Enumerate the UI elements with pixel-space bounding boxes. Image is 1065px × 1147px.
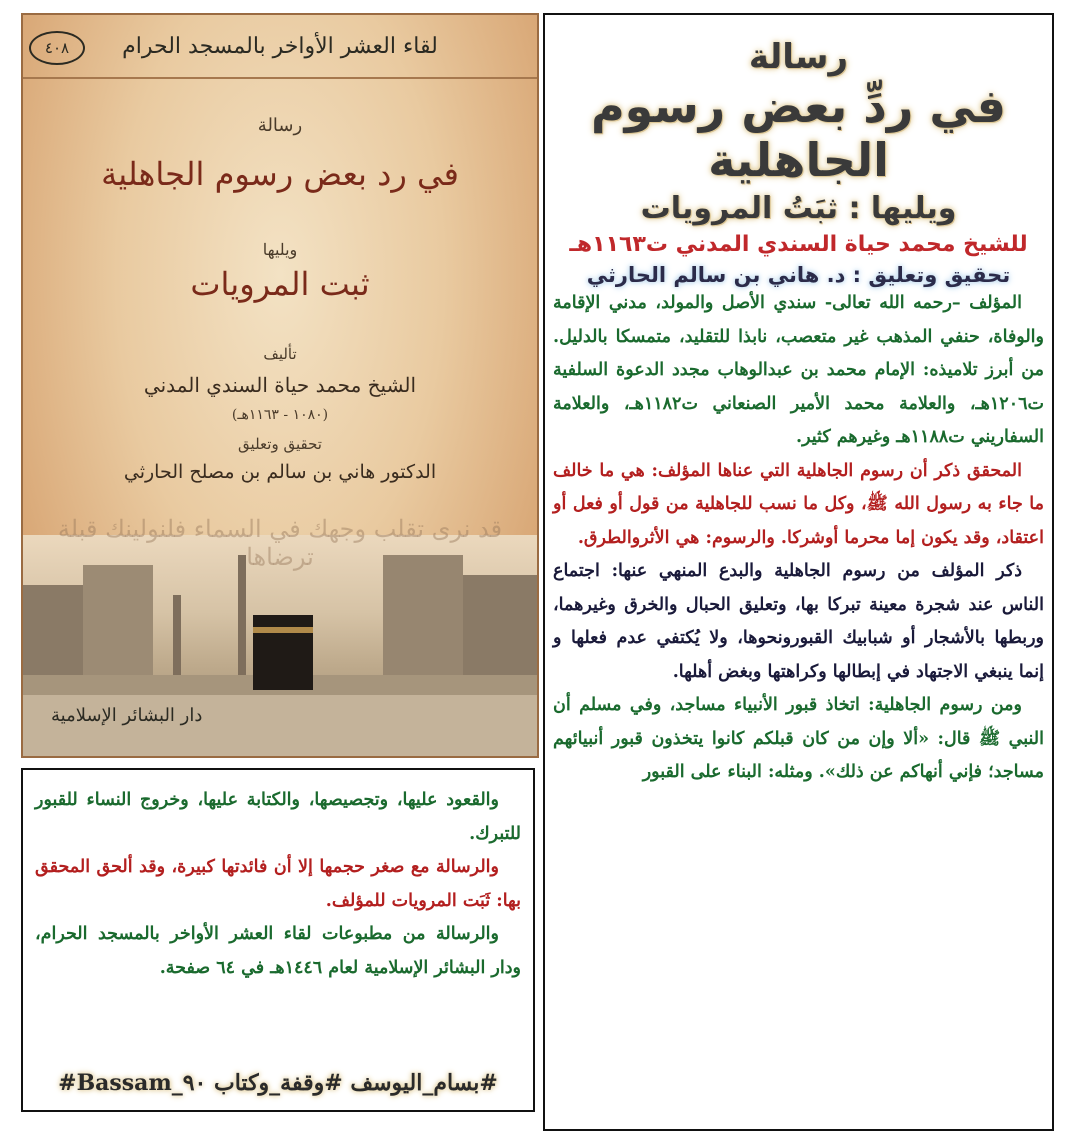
heading-subtitle: ويليها : ثبَتُ المرويات xyxy=(640,191,957,226)
paragraph-author-bio: المؤلف –رحمه الله تعالى- سندي الأصل والمولد، مدني الإقامة والوفاة، حنفي المذهب غير متعصب، نابذا للتقليد، متمسكا بالدليل. من أبرز تلاميذه: الإمام محمد بن عبدالوهاب مجدد الدعوة السلفية ت١٢٠٦هـ، والعلامة محمد الأمير الصنعاني ت١١٨٢هـ، والعلامة السفاريني ت١١٨٨هـ وغيرهم كثير. xyxy=(553,293,1044,447)
cover-editor: الدكتور هاني بن سالم بن مصلح الحارثي xyxy=(123,461,437,483)
cover-dates: (١٠٨٠ - ١١٦٣هـ) xyxy=(231,407,329,423)
heading-title: في ردِّ بعض رسوم الجاهلية xyxy=(590,79,1007,187)
paragraph-graves: ومن رسوم الجاهلية: اتخاذ قبور الأنبياء مساجد، وفي مسلم أن النبي ﷺ قال: «ألا وإن من كان قبلكم كانوا يتخذون قبور أنبيائهم مساجد؛ فإني أنهاكم عن ذلك». ومثله: البناء على القبور xyxy=(553,695,1044,782)
paragraph-definition: المحقق ذكر أن رسوم الجاهلية التي عناها المؤلف: هي ما خالف ما جاء به رسول الله ﷺ، وكل ما نسب للجاهلية من قول أو فعل أو اعتقاد، وقد يكون إما محرما أوشركا. والرسوم: هي الأثروالطرق. xyxy=(553,460,1044,548)
cover-talif-label: تأليف xyxy=(263,345,297,363)
cover-risala: رسالة xyxy=(257,115,303,136)
paragraph-continuation: والقعود عليها، وتجصيصها، والكتابة عليها، وخروج النساء للقبور للتبرك. xyxy=(35,790,521,844)
hashtags: #بسام_اليوسف #وقفة_وكتاب ٩٠_Bassam# xyxy=(58,1070,498,1096)
paragraph-benefit: والرسالة مع صغر حجمها إلا أن فائدتها كبيرة، وقد ألحق المحقق بها: ثَبَت المرويات للمؤلف. xyxy=(35,857,521,911)
cover-verse-watermark: قد نرى تقلب وجهك في السماء فلنولينك قبلة ترضاها xyxy=(57,515,503,571)
heading-risala: رسالة xyxy=(748,37,849,77)
article-panel-right xyxy=(543,13,1054,1131)
cover-publisher: دار البشائر الإسلامية xyxy=(51,705,203,726)
cover-wa-yaliha: ويليها xyxy=(262,240,298,259)
cover-series-title: لقاء العشر الأواخر بالمسجد الحرام xyxy=(122,33,438,59)
cover-number-badge: ٤٠٨ xyxy=(29,31,85,65)
heading-editor: تحقيق وتعليق : د. هاني بن سالم الحارثي xyxy=(586,263,1011,287)
cover-tahqiq-label: تحقيق وتعليق xyxy=(238,435,322,453)
heading-author: للشيخ محمد حياة السندي المدني ت١١٦٣هـ xyxy=(569,232,1028,257)
book-cover-image xyxy=(21,13,539,758)
paragraph-publication: والرسالة من مطبوعات لقاء العشر الأواخر بالمسجد الحرام، ودار البشائر الإسلامية لعام ١٤٤٦هـ في ٦٤ صفحة. xyxy=(35,924,521,978)
cover-author: الشيخ محمد حياة السندي المدني xyxy=(143,373,417,397)
cover-subtitle: ثبت المرويات xyxy=(190,265,370,303)
cover-series-header xyxy=(23,15,537,79)
paragraph-innovations: ذكر المؤلف من رسوم الجاهلية والبدع المنهي عنها: اجتماع الناس عند شجرة معينة تبركا بها، وتعليق الحبال والخرق وغيرهما، وربطها بالأشجار أو شبابيك القبورونحوها، ولا يُكتفي عدم فعلها و إنما ينبغي الاجتهاد في إبطالها وكراهتها وبغض أهلها. xyxy=(553,561,1044,682)
article-panel-left xyxy=(21,768,535,1112)
cover-title: في رد بعض رسوم الجاهلية xyxy=(101,155,459,193)
